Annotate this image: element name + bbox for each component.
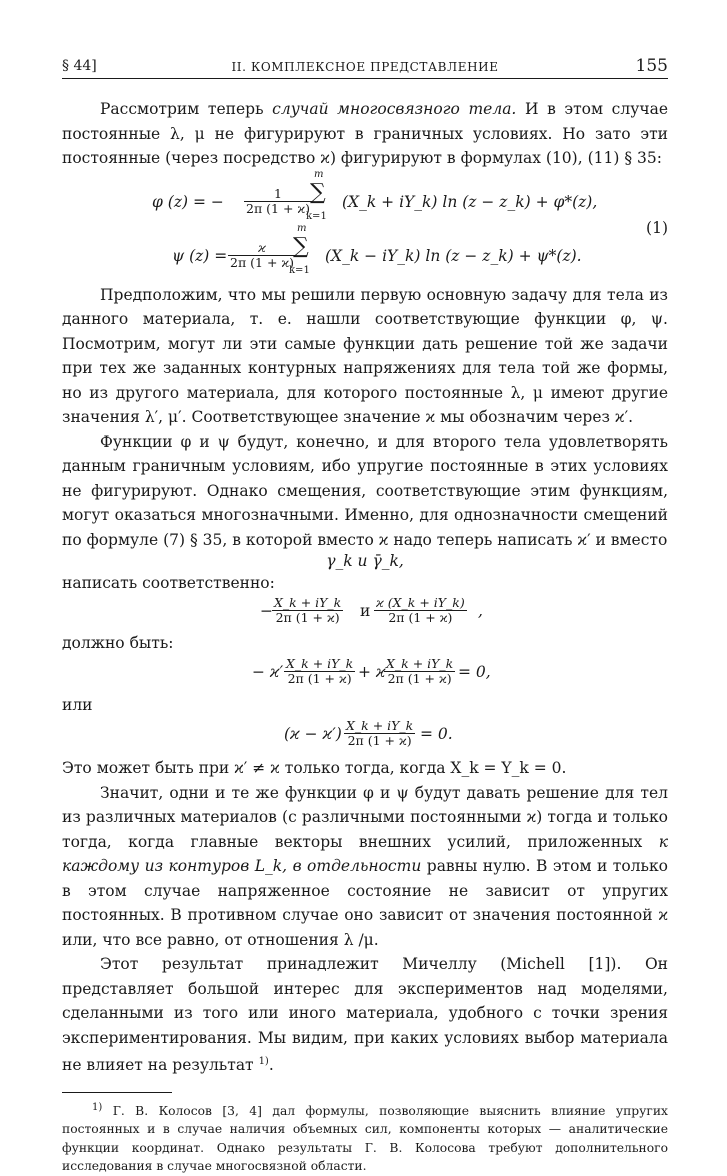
section-ref: § 44]	[62, 58, 97, 74]
page-number: 155	[635, 56, 668, 76]
footnote-text	[62, 1099, 668, 1176]
must-fraction-1	[284, 657, 355, 686]
para4-text-cont: равны нулю. В этом и только в этом случае напряженное состояние не зависит от упругих постоянных. В противном случае оно зависит от значения постоянной ϰ или, что все равно, от отношения λ /μ.	[62, 857, 668, 949]
equation-must	[62, 654, 668, 694]
para5-end: .	[268, 1056, 274, 1075]
must-lead: − ϰ′	[252, 663, 284, 681]
resp-tail: ,	[478, 602, 483, 620]
equation-number: (1)	[646, 218, 668, 237]
psi-sum-lower: k=1	[289, 264, 310, 276]
phi-coef-den: 2π (1 + ϰ)	[246, 200, 311, 216]
psi-coef-num: ϰ	[228, 241, 296, 256]
must-frac1-num: X_k + iY_k	[286, 656, 354, 671]
psi-sum-upper: m	[297, 222, 307, 234]
para4-emphasis: к каждому из контуров L_k, в отдельности	[62, 832, 668, 875]
resp-fraction-1	[272, 596, 343, 625]
resp-frac1-num: X_k + iY_k	[274, 595, 342, 610]
must-fraction-2	[384, 657, 455, 686]
resp-frac2-den: 2π (1 + ϰ)	[388, 610, 453, 625]
phi-sum-upper: m	[314, 168, 324, 180]
intro-text: Рассмотрим теперь	[100, 100, 273, 118]
or-tail: = 0.	[420, 725, 453, 743]
or-frac-den: 2π (1 + ϰ)	[347, 733, 412, 748]
paragraph-4	[62, 781, 668, 953]
phi-sum-lower: k=1	[306, 210, 327, 222]
gamma-expression: γ_k и γ̄_k,	[326, 552, 404, 570]
must-tail: = 0,	[458, 663, 491, 681]
phi-sum-sign: ∑	[310, 179, 326, 205]
label-write-resp: написать соответственно:	[62, 574, 275, 592]
or-frac-num: X_k + iY_k	[346, 718, 414, 733]
psi-rhs: (X_k − iY_k) ln (z − z_k) + ψ*(z).	[325, 246, 582, 265]
intro-emphasis: случай многосвязного тела.	[272, 100, 517, 118]
footnote-ref[interactable]: 1)	[258, 1056, 269, 1067]
phi-coef-fraction	[244, 187, 312, 216]
psi-sum-sign: ∑	[293, 233, 309, 259]
label-or: или	[62, 696, 93, 714]
psi-coef-den: 2π (1 + ϰ)	[230, 254, 295, 270]
para4-text: Значит, одни и те же функции φ и ψ будут давать решение для тел из различных материалов (с различными постоянными ϰ) тогда и только тогда, когда главные векторы внешних усилий, приложенных	[62, 783, 668, 851]
resp-frac2-num: ϰ (X_k + iY_k)	[376, 595, 465, 610]
phi-rhs: (X_k + iY_k) ln (z − z_k) + φ*(z),	[342, 192, 598, 211]
para5-text: Этот результат принадлежит Мичеллу (Michell [1]). Он представляет большой интерес для экспериментов над моделями, сделанными из того или иного материала, удобного с точки зрения экспериментирования. Мы видим, при каких условиях выбор материала не влияет на результат	[62, 955, 668, 1075]
equation-or	[62, 716, 668, 756]
must-frac2-den: 2π (1 + ϰ)	[387, 671, 452, 686]
must-mid: + ϰ	[358, 663, 386, 681]
intro-paragraph	[62, 97, 668, 171]
resp-and: и	[360, 602, 371, 620]
equation-resp	[62, 594, 668, 632]
label-must-be: должно быть:	[62, 634, 174, 652]
psi-lhs: ψ (z) =	[172, 246, 228, 265]
or-lead: (ϰ − ϰ′)	[284, 725, 342, 743]
paragraph-5	[62, 952, 668, 1078]
phi-coef-num: 1	[244, 187, 312, 202]
footnote-mark: 1)	[92, 1101, 103, 1113]
or-fraction	[344, 719, 415, 748]
equation-1	[62, 168, 668, 279]
chapter-title: II. КОМПЛЕКСНОЕ ПРЕДСТАВЛЕНИЕ	[231, 60, 499, 74]
footnote-body: Г. В. Колосов [3, 4] дал формулы, позволяющие выяснить влияние упругих постоянных и в случае наличия объемных сил, компоненты которых — аналитические функции координат. Однако результаты Г. В. Колосова требуют дополнительного исследования в случае многосвязной области.	[62, 1103, 668, 1174]
footnote	[62, 1092, 668, 1176]
phi-lhs: φ (z) = −	[152, 192, 224, 211]
gamma-line	[62, 552, 668, 572]
resp-fraction-2	[374, 596, 467, 625]
psi-coef-fraction	[228, 241, 296, 270]
running-header	[62, 56, 668, 79]
footnote-rule	[62, 1092, 172, 1093]
possible-line: Это может быть при ϰ′ ≠ ϰ только тогда, когда X_k = Y_k = 0.	[62, 759, 567, 777]
must-frac2-num: X_k + iY_k	[386, 656, 454, 671]
intro-text-cont: И в этом случае постоянные λ, μ не фигурируют в граничных условиях. Но зато эти постоянные (через посредство ϰ) фигурируют в формулах (10), (11) § 35:	[62, 100, 668, 167]
resp-frac1-den: 2π (1 + ϰ)	[275, 610, 340, 625]
resp-minus: −	[260, 602, 273, 620]
book-page	[62, 56, 668, 1176]
must-frac1-den: 2π (1 + ϰ)	[287, 671, 352, 686]
paragraph-3: Функции φ и ψ будут, конечно, и для второго тела удовлетворять данным граничным условиям, ибо упругие постоянные в этих условиях не фигурируют. Однако смещения, соответствующие этим функциям, могут оказаться многозначными. Именно, для однозначности смещений по формуле (7) § 35, в которой вместо ϰ надо теперь написать ϰ′ и вместо	[62, 432, 668, 549]
paragraph-2: Предположим, что мы решили первую основную задачу для тела из данного материала, т. е. нашли соответствующие функции φ, ψ. Посмотрим, могут ли эти самые функции дать решение той же задачи при тех же заданных контурных напряжениях для тела той же формы, но из другого материала, для которого постоянные λ, μ имеют другие значения λ′, μ′. Соответствующее значение ϰ мы обозначим через ϰ′.	[62, 285, 668, 426]
